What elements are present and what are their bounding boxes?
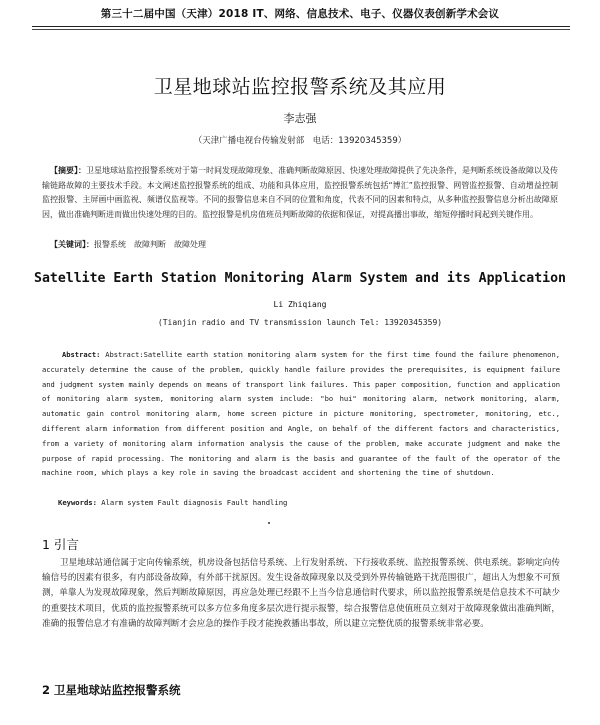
section-2-heading: 2 卫星地球站监控报警系统 [42,683,181,697]
header-rule [32,26,570,27]
english-keywords [58,498,558,507]
header-rule-thin [32,29,570,30]
chinese-keywords [50,239,560,250]
chinese-abstract [42,164,558,222]
separator-dot [268,522,270,524]
english-abstract-text: Abstract:Satellite earth station monitoring alarm system for the first time found the failure phenomenon, accurately determine the cause of the problem, quickly handle failure provides the prerequisites, is equipment failure and judgment system mainly depends on means of transport link failures. This paper composition, function and application of monitoring alarm system, monitoring alarm system include: "bo hui" monitoring alarm, network monitoring, alarm, automatic gain control monitoring alarm, home screen picture in picture monitoring, spectrometer, monitoring, etc., different alarm information from different position and Angle, on behalf of the different factors and characteristics, from a variety of monitoring alarm information analysis the cause of the problem, make accurate judgment and make the purpose of rapid processing. The monitoring and alarm is the basis and guarantee of the fault of the operator of the machine room, which plays a key role in saving the broadcast accident and shortening the time of shutdown. [42,350,560,478]
english-affiliation: (Tianjin radio and TV transmission launch Tel: 13920345359) [157,318,443,327]
english-abstract [42,348,560,481]
english-abstract-label: Abstract: [62,350,101,359]
chinese-abstract-text: 卫星地球站监控报警系统对于第一时间发现故障现象、准确判断故障原因、快速处理故障提供了先决条件，是判断系统设备故障以及传输链路故障的主要技术手段。本文阐述监控报警系统的组成、功能和具体应用，监控报警系统包括“博汇”监控报警、网管监控报警、自动增益控制监控报警、主屏画中画监视、频谱仪监视等。不同的报警信息来自不同的位置和角度，代表不同的因素和特点，从多种监控报警信息分析出故障原因，做出准确判断进而做出快速处理的目的。监控报警是机房值班员判断故障的依据和保证，对提高播出事故，缩短停播时间起到关键作用。 [42,166,558,219]
english-title: Satellite Earth Station Monitoring Alarm System and its Application [34,271,566,286]
running-header: 第三十二届中国（天津）2018 IT、网络、信息技术、电子、仪器仪表创新学术会议 [100,8,500,20]
english-keywords-label: Keywords: [58,498,97,507]
chinese-title: 卫星地球站监控报警系统及其应用 [153,76,447,98]
english-keywords-text: Alarm system Fault diagnosis Fault handling [96,498,288,507]
chinese-author: 李志强 [283,112,317,125]
english-author: Li Zhiqiang [273,300,327,309]
section-1-heading: 1 引言 [42,537,79,552]
chinese-abstract-label: 【摘要】： [50,166,86,175]
chinese-keywords-text: 报警系统 故障判断 故障处理 [94,240,206,249]
chinese-affiliation: （天津广播电视台传输发射部 电话：13920345359） [193,136,407,146]
chinese-keywords-label: 【关键词】： [50,240,94,249]
section-1-body: 卫星地球站通信属于定向传输系统，机房设备包括信号系统、上行发射系统、下行接收系统、监控报警系统、供电系统。影响定向传输信号的因素有很多，有内部设备故障，有外部干扰原因。发生设备故障现象以及受到外界传输链路干扰范围很广，超出人为想象不可预测，单靠人为发现故障现象，然后判断故障原因，再应急处理已经跟不上当今信息通信时代要求，所以监控报警系统是信息技术不可缺少的重要技术项目，优质的监控报警系统可以多方位多角度多层次进行提示报警，综合报警信息使值班员立刻对于故障现象做出准确判断，准确的报警信息才有准确的故障判断才会应急的操作手段才能挽救播出事故，所以建立完整优质的报警系统非常必要。 [42,558,560,629]
